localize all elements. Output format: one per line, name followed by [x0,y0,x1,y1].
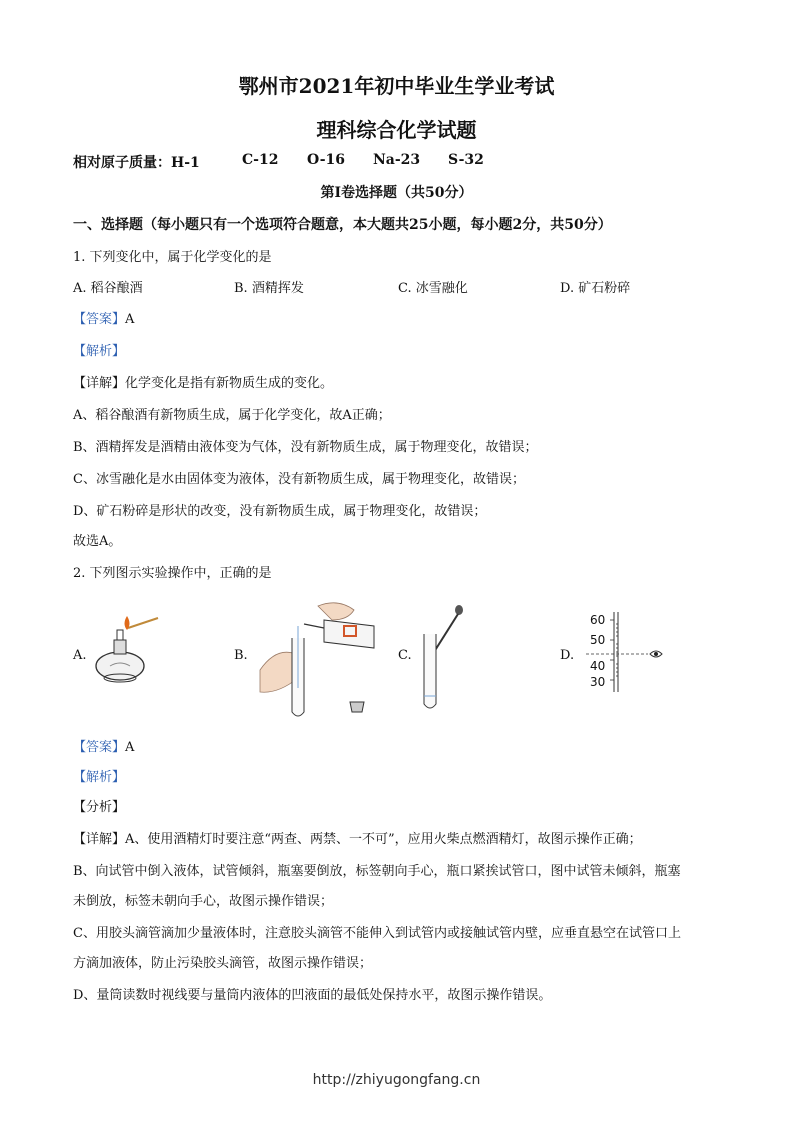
alcohol-lamp-icon [96,630,144,682]
match-icon [125,616,159,630]
part1-heading: 一、选择题（每小题只有一个选项符合题意，本大题共25小题，每小题2分，共50分） [73,217,612,233]
q1-option-d: D. 矿石粉碎 [560,281,631,296]
atomic-mass-s: S-32 [448,152,484,168]
alcohol-lamp-image [92,612,172,690]
test-tube-icon [424,634,436,708]
stopper-icon [350,702,364,712]
q1-answer-tag: 【答案】 [73,312,126,327]
atomic-mass-label: 相对原子质量：H-1 [73,155,200,171]
q2-stem: 2. 下列图示实验操作中，正确的是 [73,566,272,581]
q2-line-d: D、量筒读数时视线要与量筒内液体的凹液面的最低处保持水平，故图示操作错误。 [73,988,552,1003]
q2-answer-tag: 【答案】 [73,740,126,755]
footer-url[interactable]: http://zhiyugongfang.cn [312,1072,481,1088]
cylinder-mark-40: 40 [590,659,606,673]
q1-line-c: C、冰雪融化是水由固体变为液体，没有新物质生成，属于物理变化，故错误； [73,472,525,487]
cylinder-image [584,610,674,696]
q2-line-b: B、向试管中倒入液体，试管倾斜，瓶塞要倒放，标签朝向手心，瓶口紧挨试管口，图中试管未倾斜，瓶塞 [73,864,681,879]
q2-line-a: 【详解】A、使用酒精灯时要注意“两查、两禁、一不可”，应用火柴点燃酒精灯，故图示操作正确； [73,832,642,847]
q1-option-c: C. 冰雪融化 [398,281,468,296]
q1-answer-value: A [125,312,135,327]
q2-answer-value: A [125,740,135,755]
q1-line-b: B、酒精挥发是酒精由液体变为气体，没有新物质生成，属于物理变化，故错误； [73,440,538,455]
q2-option-b-label: B. [234,648,248,663]
q1-line-d: D、矿石粉碎是形状的改变，没有新物质生成，属于物理变化，故错误； [73,504,487,519]
q1-answer [73,308,134,327]
page-title: 鄂州市2021年初中毕业生学业考试 [238,74,555,98]
q1-detail: 【详解】化学变化是指有新物质生成的变化。 [73,376,334,391]
cylinder-mark-30: 30 [590,675,606,689]
q1-line-a: A、稻谷酿酒有新物质生成，属于化学变化，故A正确； [73,408,391,423]
q2-line-b-cont: 未倒放，标签未朝向手心，故图示操作错误； [73,894,334,909]
pouring-liquid-image [254,598,384,723]
q2-line-c: C、用胶头滴管滴加少量液体时，注意胶头滴管不能伸入到试管内或接触试管内壁，应垂直悬空在试管口上 [73,926,681,941]
dropper-icon [434,605,463,652]
q1-analysis-tag: 【解析】 [73,344,126,359]
test-tube-icon [292,626,304,716]
atomic-mass-c: C-12 [242,152,279,168]
q2-fenxi-tag: 【分析】 [73,800,126,815]
q2-line-c-cont: 方滴加液体，防止污染胶头滴管，故图示操作错误； [73,956,373,971]
dropper-image [418,604,468,716]
q2-option-d-label: D. [560,648,575,663]
atomic-mass-o: O-16 [307,152,346,168]
q2-answer [73,736,134,755]
cylinder-mark-60: 60 [590,613,606,627]
q2-option-c-label: C. [398,648,412,663]
q1-conclusion: 故选A。 [73,534,122,549]
hand-icon [260,603,354,692]
q2-analysis-tag: 【解析】 [73,770,126,785]
atomic-mass-na: Na-23 [373,152,421,168]
reagent-bottle-icon [304,620,374,648]
section-title: 第Ⅰ卷选择题（共50分） [320,185,473,201]
cylinder-mark-50: 50 [590,633,606,647]
page-subtitle: 理科综合化学试题 [316,118,477,142]
q2-option-a-label: A. [73,648,87,663]
q1-stem: 1. 下列变化中，属于化学变化的是 [73,250,272,265]
eye-icon [650,651,662,657]
q1-option-b: B. 酒精挥发 [234,281,304,296]
q1-option-a: A. 稻谷酿酒 [73,281,143,296]
